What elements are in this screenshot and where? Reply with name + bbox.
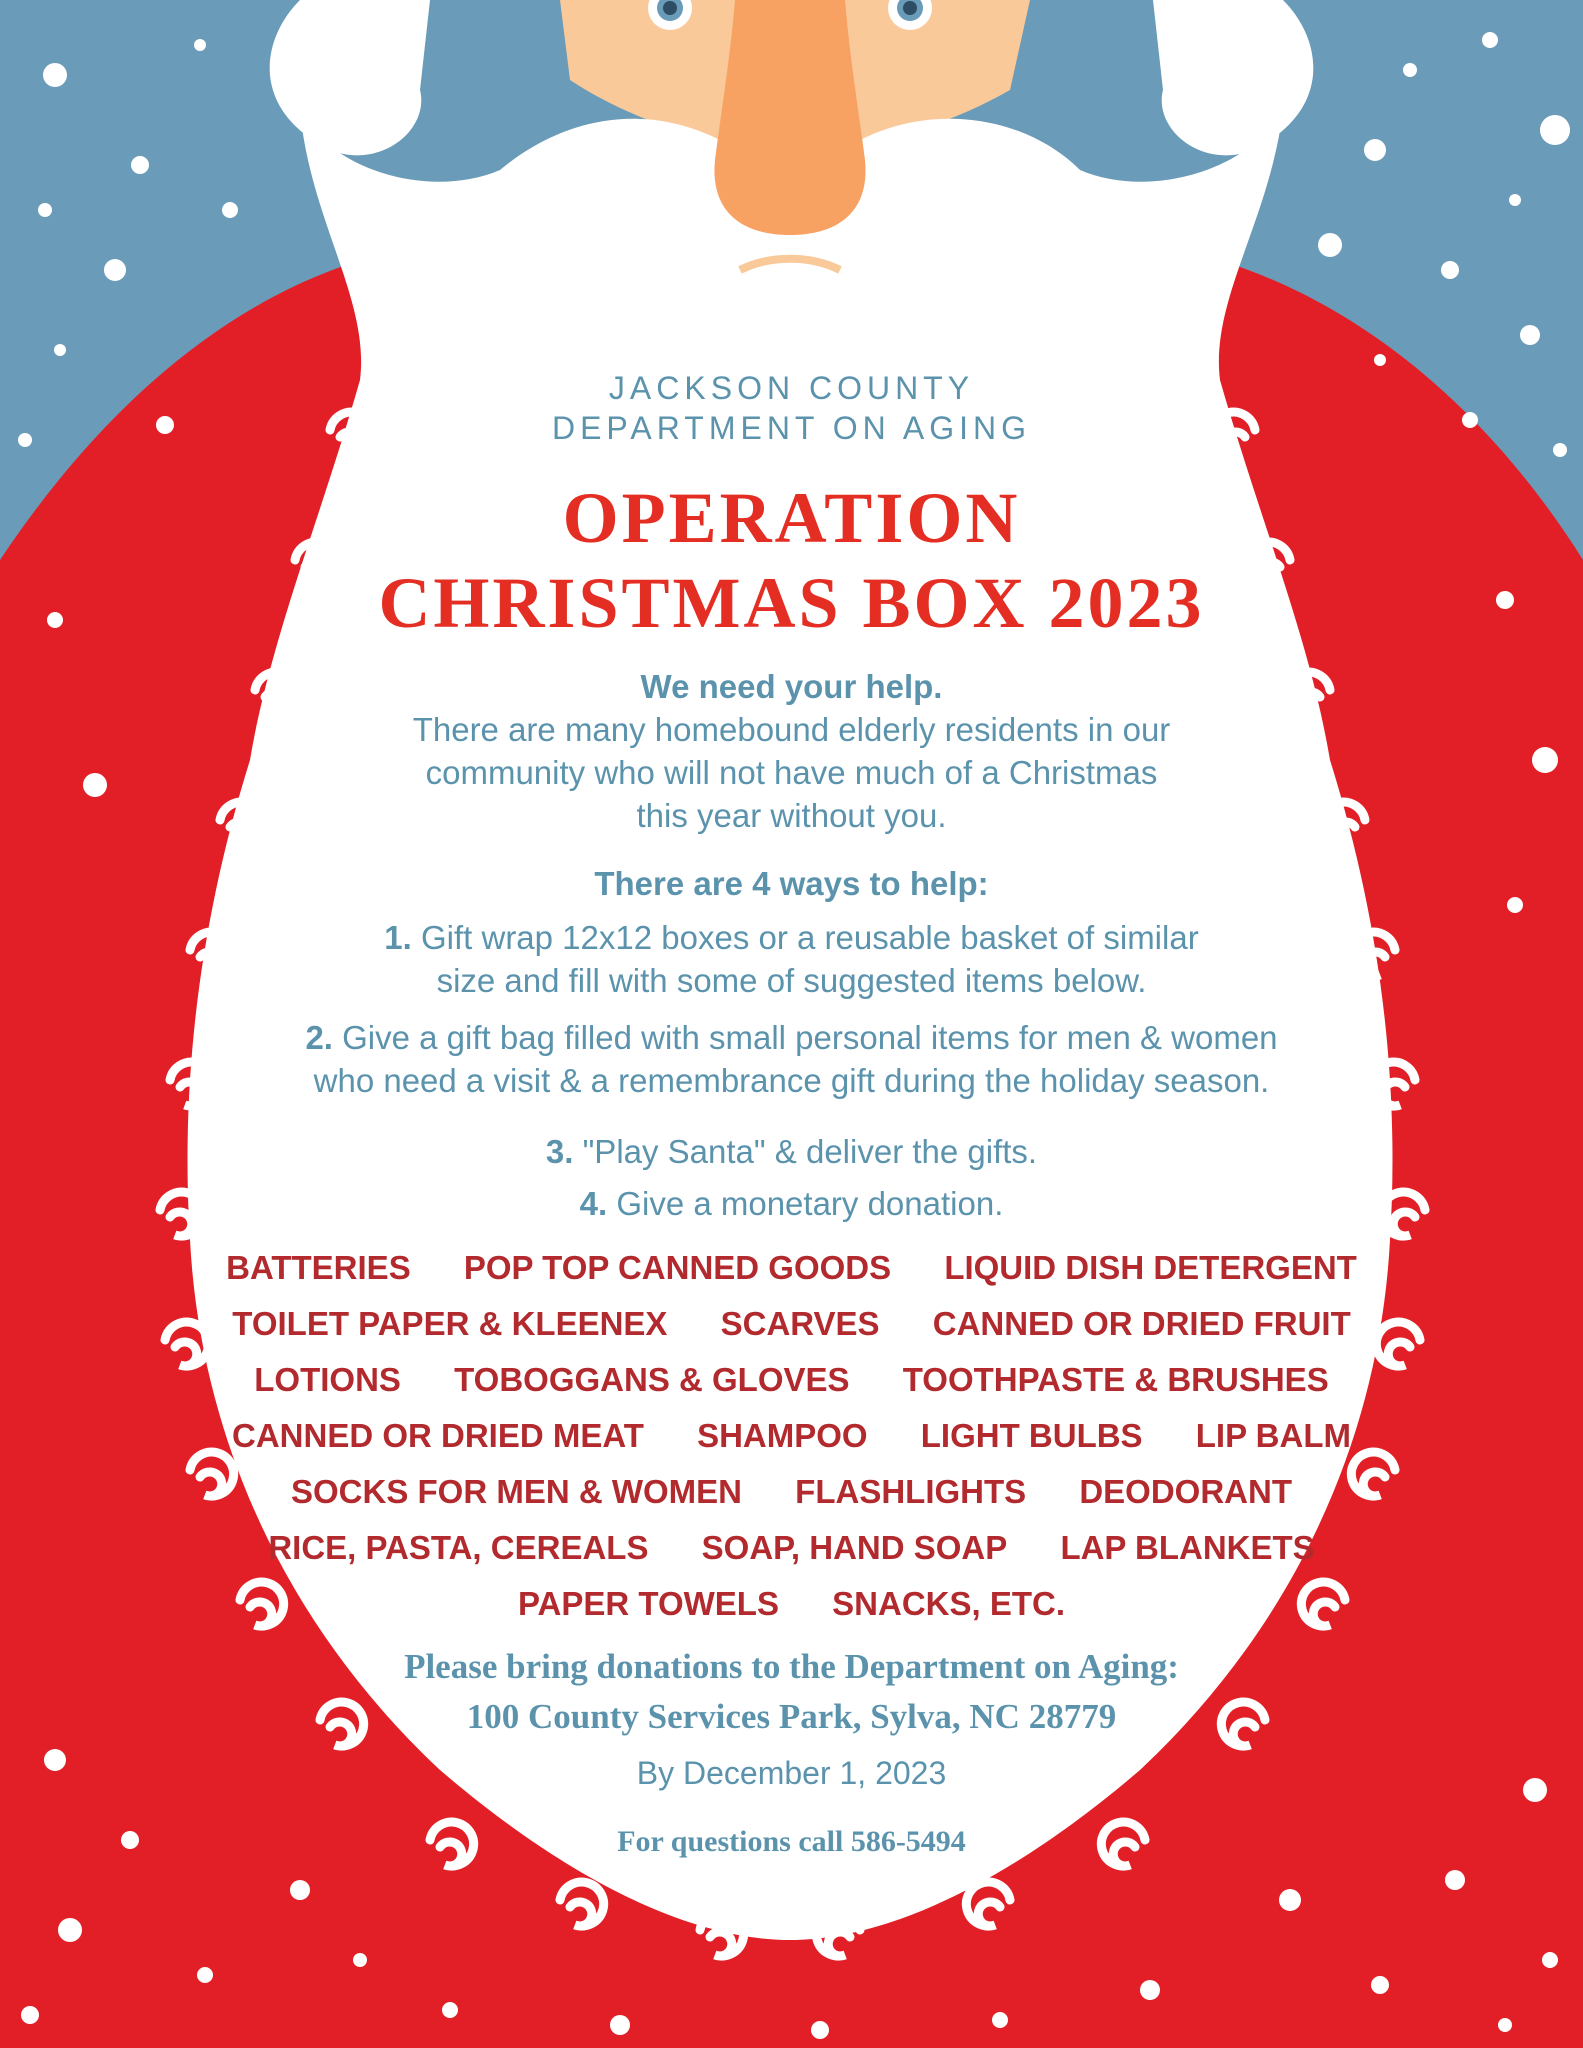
way-text: Give a monetary donation. [616, 1185, 1004, 1222]
list-item: RICE, PASTA, CEREALS [268, 1529, 649, 1566]
list-item: POP TOP CANNED GOODS [463, 1249, 892, 1286]
way-number: 4. [579, 1185, 608, 1222]
list-item: TOILET PAPER & KLEENEX [232, 1305, 668, 1342]
items-row [100, 1296, 1483, 1352]
items-row [100, 1240, 1483, 1296]
list-item: SOCKS FOR MEN & WOMEN [291, 1473, 742, 1510]
list-item: PAPER TOWELS [517, 1585, 779, 1622]
intro-line: community who will not have much of a Christmas [425, 754, 1158, 791]
way-1 [0, 916, 1583, 1002]
title-line2: CHRISTMAS BOX 2023 [378, 563, 1205, 643]
list-item: LIQUID DISH DETERGENT [944, 1249, 1357, 1286]
list-item: TOBOGGANS & GLOVES [454, 1361, 850, 1398]
intro-line: There are many homebound elderly residents in our [412, 711, 1171, 748]
intro-block [0, 665, 1583, 837]
donations-instructions [0, 1642, 1583, 1742]
way-number: 3. [545, 1133, 574, 1170]
way-text: Gift wrap 12x12 boxes or a reusable basket of similar [420, 919, 1199, 956]
way-3 [0, 1130, 1583, 1173]
address: 100 County Services Park, Sylva, NC 28779 [466, 1697, 1117, 1736]
org-name-line2: DEPARTMENT ON AGING [551, 410, 1032, 446]
ways-heading: There are 4 ways to help: [594, 865, 989, 902]
intro-line: this year without you. [636, 797, 947, 834]
suggested-items-list [100, 1240, 1483, 1632]
org-name-line1: JACKSON COUNTY [608, 370, 975, 406]
list-item: SCARVES [720, 1305, 880, 1342]
deadline: By December 1, 2023 [636, 1755, 947, 1791]
list-item: SOAP, HAND SOAP [701, 1529, 1008, 1566]
list-item: CANNED OR DRIED MEAT [232, 1417, 644, 1454]
list-item: LAP BLANKETS [1060, 1529, 1315, 1566]
way-4 [0, 1182, 1583, 1225]
list-item: LIGHT BULBS [920, 1417, 1143, 1454]
items-row [100, 1520, 1483, 1576]
list-item: FLASHLIGHTS [795, 1473, 1027, 1510]
list-item: LOTIONS [254, 1361, 401, 1398]
items-row [100, 1408, 1483, 1464]
way-number: 1. [384, 919, 412, 956]
way-text: who need a visit & a remembrance gift during the holiday season. [313, 1062, 1270, 1099]
way-2 [0, 1016, 1583, 1102]
way-number: 2. [305, 1019, 333, 1056]
way-text: size and fill with some of suggested items below. [436, 962, 1147, 999]
items-row [100, 1464, 1483, 1520]
intro-heading: We need your help. [640, 668, 943, 705]
list-item: SNACKS, ETC. [832, 1585, 1065, 1622]
items-row [100, 1576, 1483, 1632]
way-text: Give a gift bag filled with small personal items for men & women [342, 1019, 1278, 1056]
list-item: TOOTHPASTE & BRUSHES [902, 1361, 1329, 1398]
list-item: LIP BALM [1195, 1417, 1351, 1454]
list-item: SHAMPOO [697, 1417, 868, 1454]
donations-line: Please bring donations to the Department on Aging: [404, 1647, 1179, 1686]
questions-phone: For questions call 586-5494 [617, 1825, 966, 1858]
title-line1: OPERATION [562, 478, 1021, 558]
list-item: DEODORANT [1079, 1473, 1292, 1510]
items-row [100, 1352, 1483, 1408]
list-item: BATTERIES [226, 1249, 411, 1286]
way-text: "Play Santa" & deliver the gifts. [582, 1133, 1038, 1170]
list-item: CANNED OR DRIED FRUIT [932, 1305, 1351, 1342]
